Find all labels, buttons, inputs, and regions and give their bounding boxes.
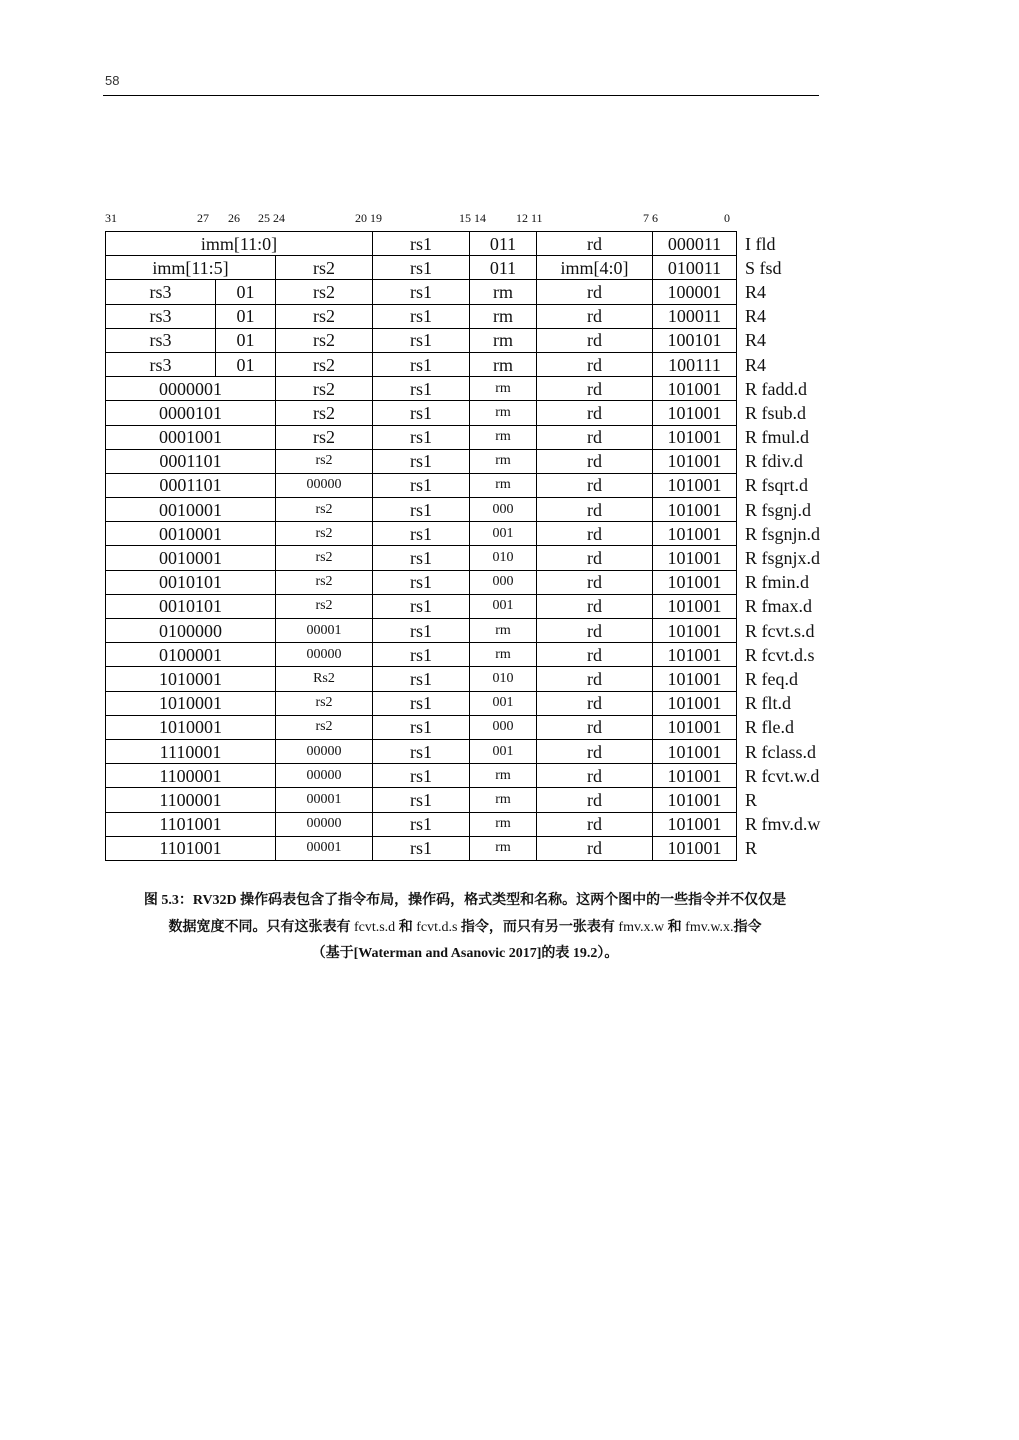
opcode-field: 101001 <box>653 546 737 570</box>
opcode-field: 101001 <box>653 691 737 715</box>
funct3-field: rm <box>470 377 537 401</box>
opcode-table <box>105 231 837 861</box>
funct3-field: rm <box>470 473 537 497</box>
rd-field: rd <box>537 570 653 594</box>
funct3-field: 000 <box>470 570 537 594</box>
rs2-field: 00001 <box>276 619 373 643</box>
rd-field: rd <box>537 280 653 304</box>
rs1-field: rs1 <box>373 739 470 763</box>
table-row <box>106 691 837 715</box>
rd-field: rd <box>537 304 653 328</box>
rs1-field: rs1 <box>373 594 470 618</box>
rs1-field: rs1 <box>373 715 470 739</box>
bit-label: 0 <box>724 211 730 225</box>
rs3-field: rs3 <box>106 304 216 328</box>
instruction-name: R flt.d <box>745 693 792 714</box>
rs2-field: 00000 <box>276 643 373 667</box>
funct7-field: 1101001 <box>106 836 276 860</box>
funct3-field: 001 <box>470 522 537 546</box>
opcode-field: 101001 <box>653 788 737 812</box>
rs2-field: 00001 <box>276 788 373 812</box>
table-row <box>106 401 837 425</box>
instruction-name: R4 <box>745 306 767 327</box>
funct3-field: 000 <box>470 498 537 522</box>
table-row <box>106 522 837 546</box>
funct7-field: 0001001 <box>106 425 276 449</box>
funct3-field: rm <box>470 449 537 473</box>
opcode-field: 101001 <box>653 425 737 449</box>
table-row <box>106 498 837 522</box>
rs1-field: rs1 <box>373 352 470 376</box>
rd-field: rd <box>537 232 653 256</box>
rs2-field: rs2 <box>276 304 373 328</box>
funct7-field: 1100001 <box>106 788 276 812</box>
funct3-field: rm <box>470 812 537 836</box>
instruction-name: R fsgnj.d <box>745 499 812 520</box>
rs1-field: rs1 <box>373 619 470 643</box>
rs2-field: rs2 <box>276 449 373 473</box>
rs1-field: rs1 <box>373 522 470 546</box>
rd-field: rd <box>537 425 653 449</box>
instruction-name: R fcvt.s.d <box>745 620 815 641</box>
caption-text: 指令 <box>733 919 762 935</box>
opcode-field: 100011 <box>653 304 737 328</box>
funct3-field: rm <box>470 643 537 667</box>
funct7-field: 0000101 <box>106 401 276 425</box>
rs1-field: rs1 <box>373 256 470 280</box>
table-row <box>106 304 837 328</box>
rs2-field: rs2 <box>276 546 373 570</box>
funct3-field: rm <box>470 425 537 449</box>
funct7-field: 1010001 <box>106 691 276 715</box>
funct7-field: 0010001 <box>106 546 276 570</box>
instruction-name: R fadd.d <box>745 378 807 399</box>
instruction-name: R fsgnjn.d <box>745 523 821 544</box>
funct3-field: 011 <box>470 256 537 280</box>
rs2-field: 00000 <box>276 812 373 836</box>
opcode-field: 101001 <box>653 498 737 522</box>
rs1-field: rs1 <box>373 232 470 256</box>
instruction-name: R fsgnjx.d <box>745 548 821 569</box>
rd-field: rd <box>537 594 653 618</box>
rs1-field: rs1 <box>373 377 470 401</box>
rd-field: rd <box>537 788 653 812</box>
header-rule <box>103 95 819 96</box>
rd-field: rd <box>537 377 653 401</box>
instruction-name: R4 <box>745 354 767 375</box>
instruction-name: R fclass.d <box>745 741 816 762</box>
table-row <box>106 667 837 691</box>
caption-text: 和 <box>395 919 417 935</box>
table-row <box>106 546 837 570</box>
instruction-name: R fle.d <box>745 717 794 738</box>
rs3-field: rs3 <box>106 352 216 376</box>
rd-field: rd <box>537 401 653 425</box>
funct3-field: 001 <box>470 739 537 763</box>
rs2-field: rs2 <box>276 328 373 352</box>
funct3-field: rm <box>470 352 537 376</box>
opcode-field: 010011 <box>653 256 737 280</box>
table-row <box>106 739 837 763</box>
table-row <box>106 425 837 449</box>
instruction-name: R fsub.d <box>745 402 807 423</box>
funct3-field: rm <box>470 280 537 304</box>
table-row <box>106 594 837 618</box>
rs2-field: rs2 <box>276 715 373 739</box>
opcode-field: 101001 <box>653 812 737 836</box>
rd-field: rd <box>537 836 653 860</box>
rd-field: rd <box>537 667 653 691</box>
fmt-field: 01 <box>216 328 276 352</box>
table-row <box>106 836 837 860</box>
table-row <box>106 449 837 473</box>
rd-field: rd <box>537 352 653 376</box>
table-row <box>106 570 837 594</box>
rs2-field: 00000 <box>276 739 373 763</box>
table-row <box>106 812 837 836</box>
bit-label: 20 19 <box>355 211 382 225</box>
funct3-field: rm <box>470 328 537 352</box>
rs2-field: rs2 <box>276 425 373 449</box>
instruction-name: R fmax.d <box>745 596 812 617</box>
opcode-field: 100001 <box>653 280 737 304</box>
bit-label: 15 14 <box>459 211 486 225</box>
fmt-field: 01 <box>216 304 276 328</box>
rs2-field: rs2 <box>276 352 373 376</box>
rd-field: imm[4:0] <box>537 256 653 280</box>
instruction-name: R <box>745 838 758 859</box>
opcode-field: 101001 <box>653 594 737 618</box>
table-row <box>106 764 837 788</box>
rd-field: rd <box>537 449 653 473</box>
rs2-field: rs2 <box>276 498 373 522</box>
rd-field: rd <box>537 812 653 836</box>
rs1-field: rs1 <box>373 328 470 352</box>
funct7-field: 0000001 <box>106 377 276 401</box>
opcode-field: 100101 <box>653 328 737 352</box>
caption-code: fcvt.d.s <box>416 919 458 935</box>
funct3-field: rm <box>470 764 537 788</box>
table-row <box>106 788 837 812</box>
rd-field: rd <box>537 546 653 570</box>
instruction-name: R <box>745 789 758 810</box>
opcode-field: 101001 <box>653 449 737 473</box>
table-row <box>106 619 837 643</box>
funct3-field: rm <box>470 619 537 643</box>
caption-text: 指令，而只有另一张表有 <box>457 919 619 935</box>
instruction-name: R fmin.d <box>745 572 810 593</box>
instruction-name: R fcvt.w.d <box>745 765 820 786</box>
rs1-field: rs1 <box>373 449 470 473</box>
fmt-field: 01 <box>216 280 276 304</box>
imm-field: imm[11:5] <box>106 256 276 280</box>
rd-field: rd <box>537 764 653 788</box>
table-row <box>106 352 837 376</box>
funct7-field: 0010001 <box>106 498 276 522</box>
rs2-field: rs2 <box>276 522 373 546</box>
funct7-field: 1101001 <box>106 812 276 836</box>
funct3-field: 011 <box>470 232 537 256</box>
funct7-field: 0010101 <box>106 594 276 618</box>
funct3-field: 001 <box>470 594 537 618</box>
rs1-field: rs1 <box>373 788 470 812</box>
table-row <box>106 256 837 280</box>
rs3-field: rs3 <box>106 328 216 352</box>
opcode-field: 101001 <box>653 715 737 739</box>
rd-field: rd <box>537 328 653 352</box>
funct7-field: 0001101 <box>106 473 276 497</box>
imm-field: imm[11:0] <box>106 232 373 256</box>
rd-field: rd <box>537 691 653 715</box>
rs1-field: rs1 <box>373 836 470 860</box>
instruction-name: R4 <box>745 330 767 351</box>
instruction-name: S fsd <box>745 257 782 278</box>
rs2-field: 00000 <box>276 473 373 497</box>
instruction-name: R fcvt.d.s <box>745 644 815 665</box>
rs1-field: rs1 <box>373 570 470 594</box>
opcode-field: 101001 <box>653 619 737 643</box>
rd-field: rd <box>537 619 653 643</box>
fmt-field: 01 <box>216 352 276 376</box>
rs2-field: rs2 <box>276 594 373 618</box>
table-row <box>106 328 837 352</box>
rs1-field: rs1 <box>373 401 470 425</box>
funct7-field: 0001101 <box>106 449 276 473</box>
rs2-field: rs2 <box>276 691 373 715</box>
opcode-field: 101001 <box>653 522 737 546</box>
opcode-field: 101001 <box>653 401 737 425</box>
rs1-field: rs1 <box>373 812 470 836</box>
instruction-name: R fmv.d.w <box>745 814 821 835</box>
funct7-field: 0100001 <box>106 643 276 667</box>
funct7-field: 0010001 <box>106 522 276 546</box>
caption-line-1: 图 5.3：RV32D 操作码表包含了指令布局，操作码，格式类型和名称。这两个图中的一些指令并不仅仅是 <box>143 893 787 908</box>
rd-field: rd <box>537 498 653 522</box>
rs3-field: rs3 <box>106 280 216 304</box>
instruction-name: R4 <box>745 281 767 302</box>
table-row <box>106 377 837 401</box>
instruction-name: R fsqrt.d <box>745 475 808 496</box>
bit-label: 26 <box>228 211 240 225</box>
bit-label: 31 <box>105 211 117 225</box>
funct3-field: rm <box>470 304 537 328</box>
rs1-field: rs1 <box>373 764 470 788</box>
funct3-field: rm <box>470 788 537 812</box>
funct7-field: 1110001 <box>106 739 276 763</box>
rs1-field: rs1 <box>373 667 470 691</box>
rs2-field: Rs2 <box>276 667 373 691</box>
rd-field: rd <box>537 643 653 667</box>
table-row <box>106 232 837 256</box>
opcode-field: 100111 <box>653 352 737 376</box>
rs2-field: rs2 <box>276 377 373 401</box>
rd-field: rd <box>537 473 653 497</box>
caption-code: fmv.w.x. <box>685 919 734 935</box>
caption-code: fcvt.s.d <box>353 919 396 935</box>
opcode-field: 101001 <box>653 667 737 691</box>
opcode-field: 101001 <box>653 643 737 667</box>
rs1-field: rs1 <box>373 546 470 570</box>
bit-label: 12 11 <box>516 211 543 225</box>
funct7-field: 1010001 <box>106 715 276 739</box>
opcode-field: 000011 <box>653 232 737 256</box>
caption-text: 数据宽度不同。只有这张表有 <box>168 919 354 935</box>
funct3-field: rm <box>470 836 537 860</box>
rs2-field: rs2 <box>276 570 373 594</box>
caption-line-3: （基于[Waterman and Asanovic 2017]的表 19.2）。 <box>311 946 619 961</box>
table-row <box>106 715 837 739</box>
funct7-field: 1010001 <box>106 667 276 691</box>
opcode-field: 101001 <box>653 473 737 497</box>
funct3-field: rm <box>470 401 537 425</box>
bit-label: 7 6 <box>643 211 658 225</box>
instruction-name: R fmul.d <box>745 427 810 448</box>
table-row <box>106 473 837 497</box>
rd-field: rd <box>537 715 653 739</box>
rs2-field: rs2 <box>276 401 373 425</box>
opcode-field: 101001 <box>653 377 737 401</box>
opcode-field: 101001 <box>653 764 737 788</box>
opcode-field: 101001 <box>653 739 737 763</box>
caption-text: 和 <box>664 919 686 935</box>
funct3-field: 010 <box>470 546 537 570</box>
table-row <box>106 280 837 304</box>
rs2-field: rs2 <box>276 256 373 280</box>
rs1-field: rs1 <box>373 304 470 328</box>
bit-position-labels <box>0 211 1019 227</box>
funct3-field: 000 <box>470 715 537 739</box>
funct7-field: 0010101 <box>106 570 276 594</box>
rd-field: rd <box>537 739 653 763</box>
rs1-field: rs1 <box>373 498 470 522</box>
bit-label: 25 24 <box>258 211 285 225</box>
table-row <box>106 643 837 667</box>
rs1-field: rs1 <box>373 643 470 667</box>
funct3-field: 010 <box>470 667 537 691</box>
caption-line-2 <box>100 915 830 942</box>
page-number: 58 <box>105 73 120 88</box>
rd-field: rd <box>537 522 653 546</box>
funct7-field: 0100000 <box>106 619 276 643</box>
figure-caption <box>100 888 830 968</box>
instruction-name: I fld <box>745 233 776 254</box>
bit-label: 27 <box>197 211 209 225</box>
rs1-field: rs1 <box>373 691 470 715</box>
rs2-field: rs2 <box>276 280 373 304</box>
rs2-field: 00000 <box>276 764 373 788</box>
caption-code: fmv.x.w <box>618 919 665 935</box>
funct7-field: 1100001 <box>106 764 276 788</box>
opcode-field: 101001 <box>653 570 737 594</box>
funct3-field: 001 <box>470 691 537 715</box>
rs1-field: rs1 <box>373 280 470 304</box>
rs1-field: rs1 <box>373 425 470 449</box>
opcode-field: 101001 <box>653 836 737 860</box>
instruction-name: R feq.d <box>745 668 798 689</box>
instruction-name: R fdiv.d <box>745 451 803 472</box>
rs2-field: 00001 <box>276 836 373 860</box>
rs1-field: rs1 <box>373 473 470 497</box>
